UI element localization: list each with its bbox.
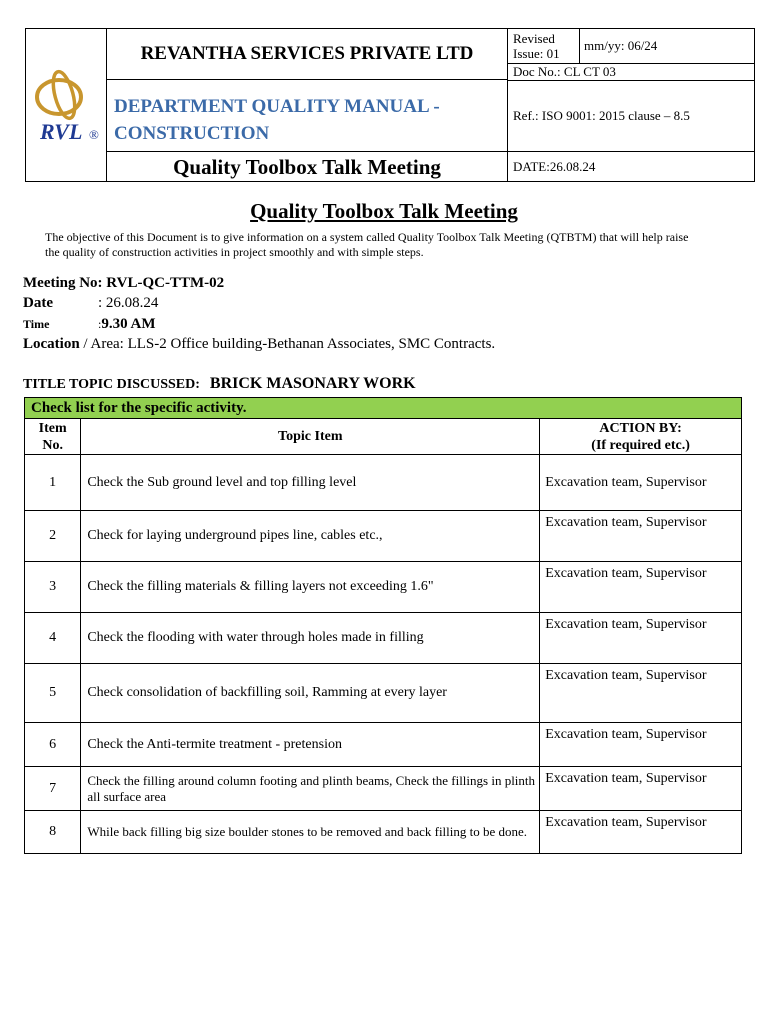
row-action: Excavation team, Supervisor — [540, 613, 742, 664]
topic-discussed — [23, 375, 416, 393]
meeting-number-text: Meeting No: RVL-QC-TTM-02 — [23, 275, 225, 291]
document-header — [25, 28, 755, 182]
row-action: Excavation team, Supervisor — [540, 723, 742, 767]
row-number: 4 — [25, 613, 81, 664]
revised-issue — [513, 31, 579, 61]
col-item-line-1: Item — [38, 420, 67, 436]
location-value: / Area: LLS-2 Office building-Bethanan Associates, SMC Contracts. — [79, 336, 496, 352]
col-action-line-2: (If required etc.) — [591, 437, 690, 453]
row-number: 2 — [25, 511, 81, 562]
time-value: 9.30 AM — [101, 316, 156, 332]
col-item-no — [25, 419, 81, 455]
row-action: Excavation team, Supervisor — [540, 455, 742, 511]
meeting-time — [23, 316, 156, 333]
row-number: 5 — [25, 664, 81, 723]
table-row — [25, 511, 742, 562]
col-action-line-1: ACTION BY: — [599, 420, 682, 436]
row-action: Excavation team, Supervisor — [540, 664, 742, 723]
header-date: DATE:26.08.24 — [513, 159, 596, 174]
divider — [579, 29, 580, 63]
topic-value: BRICK MASONARY WORK — [209, 375, 416, 392]
department-line-2: CONSTRUCTION — [114, 123, 270, 144]
objective-line-2: the quality of construction activities in project smoothly and with simple steps. — [45, 245, 424, 259]
doc-number: Doc No.: CL CT 03 — [513, 64, 616, 79]
row-number: 8 — [25, 811, 81, 854]
logo-text: RVL — [40, 119, 83, 144]
date-label: Date — [23, 295, 53, 311]
table-row — [25, 811, 742, 854]
row-topic: Check the filling around column footing and plinth beams, Check the fillings in plinth all surface area — [81, 767, 540, 811]
iso-reference: Ref.: ISO 9001: 2015 clause – 8.5 — [513, 108, 690, 123]
checklist-heading-row — [25, 398, 742, 419]
meeting-location — [23, 336, 495, 353]
meeting-number — [23, 275, 224, 292]
row-action: Excavation team, Supervisor — [540, 767, 742, 811]
time-label: Time — [23, 317, 50, 331]
location-label: Location — [23, 336, 80, 352]
table-row — [25, 723, 742, 767]
col-item-line-2: No. — [42, 437, 63, 453]
meeting-date — [23, 295, 158, 312]
revised-label: Revised — [513, 31, 555, 46]
row-number: 6 — [25, 723, 81, 767]
table-row — [25, 562, 742, 613]
logo-rings-icon — [26, 29, 106, 182]
row-action: Excavation team, Supervisor — [540, 811, 742, 854]
department-title — [114, 93, 504, 147]
row-topic: While back filling big size boulder stones to be removed and back filling to be done. — [81, 811, 540, 854]
checklist-table — [24, 397, 742, 854]
divider — [106, 79, 507, 80]
table-row — [25, 455, 742, 511]
row-topic: Check for laying underground pipes line, cables etc., — [81, 511, 540, 562]
issue-number: Issue: 01 — [513, 46, 560, 61]
table-row — [25, 613, 742, 664]
table-row — [25, 664, 742, 723]
col-topic-item: Topic Item — [81, 419, 540, 455]
objective-line-1: The objective of this Document is to give information on a system called Quality Toolbox Talk Meeting (QTBTM) that will help raise — [45, 230, 689, 244]
divider — [507, 29, 508, 182]
checklist-heading: Check list for the specific activity. — [25, 398, 742, 419]
row-action: Excavation team, Supervisor — [540, 511, 742, 562]
row-number: 1 — [25, 455, 81, 511]
date-value: : 26.08.24 — [98, 295, 159, 311]
column-header-row — [25, 419, 742, 455]
row-number: 7 — [25, 767, 81, 811]
mm-yy: mm/yy: 06/24 — [584, 38, 658, 53]
topic-label: TITLE TOPIC DISCUSSED: — [23, 377, 200, 392]
document-title: Quality Toolbox Talk Meeting — [250, 199, 518, 223]
divider — [507, 80, 755, 81]
row-topic: Check the flooding with water through holes made in filling — [81, 613, 540, 664]
row-number: 3 — [25, 562, 81, 613]
company-logo — [26, 29, 106, 182]
header-title: Quality Toolbox Talk Meeting — [173, 154, 441, 179]
time-separator: : — [98, 317, 102, 331]
row-topic: Check the Sub ground level and top filling level — [81, 455, 540, 511]
row-topic: Check consolidation of backfilling soil, Ramming at every layer — [81, 664, 540, 723]
col-action-by — [540, 419, 742, 455]
company-name: REVANTHA SERVICES PRIVATE LTD — [140, 43, 474, 64]
objective-text — [45, 230, 735, 260]
row-topic: Check the filling materials & filling layers not exceeding 1.6" — [81, 562, 540, 613]
row-topic: Check the Anti-termite treatment - pretension — [81, 723, 540, 767]
department-line-1: DEPARTMENT QUALITY MANUAL - — [114, 96, 440, 117]
registered-mark: ® — [89, 127, 99, 142]
table-row — [25, 767, 742, 811]
row-action: Excavation team, Supervisor — [540, 562, 742, 613]
